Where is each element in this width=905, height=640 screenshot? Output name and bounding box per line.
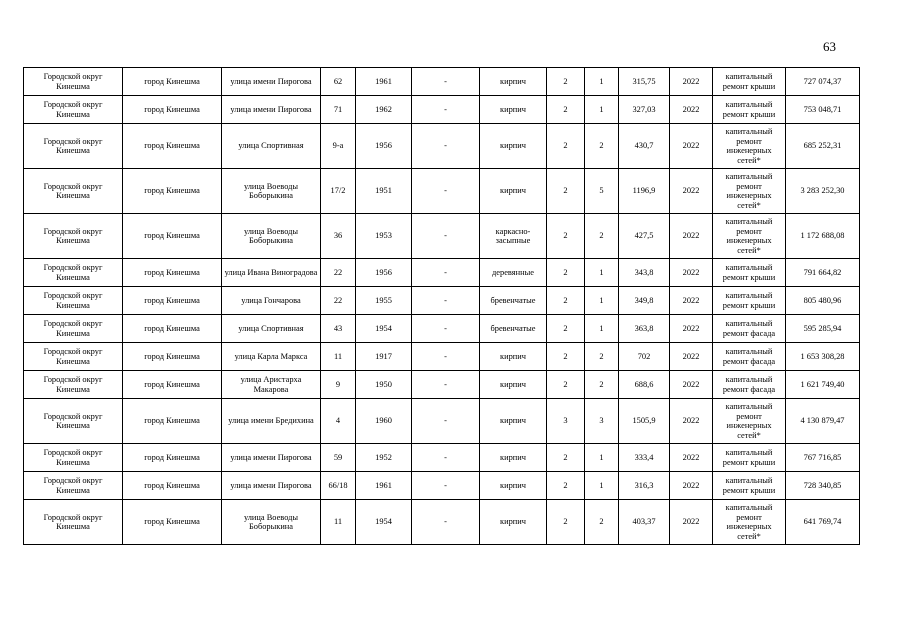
repair-year-cell: 2022 [670, 96, 713, 124]
street-cell: улица имени Пирогова [222, 444, 321, 472]
table-row [24, 371, 860, 399]
floors-cell: 2 [547, 371, 585, 399]
repair-type-cell: капитальный ремонт инженерных сетей* [713, 124, 786, 169]
entrances-cell: 2 [585, 124, 619, 169]
settlement-cell: город Кинешма [123, 96, 222, 124]
floors-cell: 2 [547, 287, 585, 315]
cost-cell: 791 664,82 [786, 259, 860, 287]
wall-material-cell: кирпич [480, 169, 547, 214]
year-built-cell: 1950 [356, 371, 412, 399]
municipality-cell: Городской округ Кинешма [24, 500, 123, 545]
street-cell: улица имени Пирогова [222, 472, 321, 500]
year-built-cell: 1952 [356, 444, 412, 472]
settlement-cell: город Кинешма [123, 444, 222, 472]
wall-material-cell: кирпич [480, 371, 547, 399]
house-number-cell: 59 [321, 444, 356, 472]
year-reconstruction-cell: - [412, 371, 480, 399]
table-row [24, 96, 860, 124]
cost-cell: 767 716,85 [786, 444, 860, 472]
wall-material-cell: кирпич [480, 399, 547, 444]
municipality-cell: Городской округ Кинешма [24, 124, 123, 169]
house-number-cell: 17/2 [321, 169, 356, 214]
year-built-cell: 1960 [356, 399, 412, 444]
area-cell: 343,8 [619, 259, 670, 287]
entrances-cell: 1 [585, 315, 619, 343]
repair-type-cell: капитальный ремонт инженерных сетей* [713, 399, 786, 444]
year-reconstruction-cell: - [412, 399, 480, 444]
entrances-cell: 1 [585, 259, 619, 287]
entrances-cell: 5 [585, 169, 619, 214]
table-row [24, 444, 860, 472]
table-row [24, 343, 860, 371]
municipality-cell: Городской округ Кинешма [24, 68, 123, 96]
repair-type-cell: капитальный ремонт крыши [713, 287, 786, 315]
entrances-cell: 2 [585, 500, 619, 545]
entrances-cell: 1 [585, 68, 619, 96]
area-cell: 403,37 [619, 500, 670, 545]
municipality-cell: Городской округ Кинешма [24, 371, 123, 399]
street-cell: улица имени Бредихина [222, 399, 321, 444]
year-built-cell: 1954 [356, 315, 412, 343]
repair-year-cell: 2022 [670, 68, 713, 96]
municipality-cell: Городской округ Кинешма [24, 169, 123, 214]
table-row [24, 399, 860, 444]
repair-type-cell: капитальный ремонт фасада [713, 343, 786, 371]
area-cell: 702 [619, 343, 670, 371]
floors-cell: 3 [547, 399, 585, 444]
cost-cell: 685 252,31 [786, 124, 860, 169]
street-cell: улица имени Пирогова [222, 68, 321, 96]
house-number-cell: 11 [321, 500, 356, 545]
year-built-cell: 1956 [356, 124, 412, 169]
cost-cell: 3 283 252,30 [786, 169, 860, 214]
street-cell: улица Воеводы Боборыкина [222, 169, 321, 214]
settlement-cell: город Кинешма [123, 124, 222, 169]
repair-year-cell: 2022 [670, 500, 713, 545]
year-reconstruction-cell: - [412, 169, 480, 214]
repair-year-cell: 2022 [670, 399, 713, 444]
entrances-cell: 1 [585, 96, 619, 124]
year-built-cell: 1955 [356, 287, 412, 315]
housing-repair-table [23, 67, 860, 545]
area-cell: 1196,9 [619, 169, 670, 214]
wall-material-cell: кирпич [480, 343, 547, 371]
wall-material-cell: каркасно-засыпные [480, 214, 547, 259]
wall-material-cell: кирпич [480, 96, 547, 124]
area-cell: 315,75 [619, 68, 670, 96]
cost-cell: 595 285,94 [786, 315, 860, 343]
house-number-cell: 43 [321, 315, 356, 343]
area-cell: 333,4 [619, 444, 670, 472]
table-row [24, 472, 860, 500]
street-cell: улица Ивана Виноградова [222, 259, 321, 287]
settlement-cell: город Кинешма [123, 500, 222, 545]
floors-cell: 2 [547, 68, 585, 96]
floors-cell: 2 [547, 315, 585, 343]
entrances-cell: 2 [585, 214, 619, 259]
year-built-cell: 1956 [356, 259, 412, 287]
cost-cell: 1 621 749,40 [786, 371, 860, 399]
repair-type-cell: капитальный ремонт крыши [713, 96, 786, 124]
repair-year-cell: 2022 [670, 214, 713, 259]
settlement-cell: город Кинешма [123, 399, 222, 444]
settlement-cell: город Кинешма [123, 315, 222, 343]
area-cell: 427,5 [619, 214, 670, 259]
municipality-cell: Городской округ Кинешма [24, 472, 123, 500]
street-cell: улица Воеводы Боборыкина [222, 500, 321, 545]
table-row [24, 259, 860, 287]
repair-type-cell: капитальный ремонт крыши [713, 68, 786, 96]
wall-material-cell: деревянные [480, 259, 547, 287]
year-reconstruction-cell: - [412, 214, 480, 259]
repair-year-cell: 2022 [670, 472, 713, 500]
settlement-cell: город Кинешма [123, 68, 222, 96]
floors-cell: 2 [547, 169, 585, 214]
wall-material-cell: кирпич [480, 500, 547, 545]
street-cell: улица Гончарова [222, 287, 321, 315]
municipality-cell: Городской округ Кинешма [24, 343, 123, 371]
floors-cell: 2 [547, 214, 585, 259]
repair-type-cell: капитальный ремонт инженерных сетей* [713, 500, 786, 545]
repair-year-cell: 2022 [670, 315, 713, 343]
cost-cell: 1 172 688,08 [786, 214, 860, 259]
municipality-cell: Городской округ Кинешма [24, 444, 123, 472]
house-number-cell: 22 [321, 259, 356, 287]
entrances-cell: 2 [585, 343, 619, 371]
year-built-cell: 1961 [356, 68, 412, 96]
year-reconstruction-cell: - [412, 444, 480, 472]
house-number-cell: 9-а [321, 124, 356, 169]
table-row [24, 169, 860, 214]
settlement-cell: город Кинешма [123, 259, 222, 287]
street-cell: улица Карла Маркса [222, 343, 321, 371]
repair-type-cell: капитальный ремонт инженерных сетей* [713, 214, 786, 259]
year-reconstruction-cell: - [412, 472, 480, 500]
house-number-cell: 9 [321, 371, 356, 399]
wall-material-cell: кирпич [480, 444, 547, 472]
area-cell: 1505,9 [619, 399, 670, 444]
wall-material-cell: кирпич [480, 124, 547, 169]
repair-type-cell: капитальный ремонт фасада [713, 371, 786, 399]
year-reconstruction-cell: - [412, 124, 480, 169]
year-reconstruction-cell: - [412, 315, 480, 343]
area-cell: 349,8 [619, 287, 670, 315]
floors-cell: 2 [547, 500, 585, 545]
year-built-cell: 1953 [356, 214, 412, 259]
year-built-cell: 1954 [356, 500, 412, 545]
repair-year-cell: 2022 [670, 444, 713, 472]
table-row [24, 287, 860, 315]
municipality-cell: Городской округ Кинешма [24, 399, 123, 444]
cost-cell: 728 340,85 [786, 472, 860, 500]
settlement-cell: город Кинешма [123, 169, 222, 214]
floors-cell: 2 [547, 472, 585, 500]
year-reconstruction-cell: - [412, 259, 480, 287]
street-cell: улица Воеводы Боборыкина [222, 214, 321, 259]
repair-type-cell: капитальный ремонт крыши [713, 444, 786, 472]
floors-cell: 2 [547, 96, 585, 124]
wall-material-cell: бревенчатые [480, 315, 547, 343]
street-cell: улица Спортивная [222, 124, 321, 169]
wall-material-cell: кирпич [480, 68, 547, 96]
year-built-cell: 1951 [356, 169, 412, 214]
cost-cell: 753 048,71 [786, 96, 860, 124]
street-cell: улица имени Пирогова [222, 96, 321, 124]
cost-cell: 805 480,96 [786, 287, 860, 315]
settlement-cell: город Кинешма [123, 472, 222, 500]
settlement-cell: город Кинешма [123, 214, 222, 259]
year-reconstruction-cell: - [412, 343, 480, 371]
year-reconstruction-cell: - [412, 500, 480, 545]
municipality-cell: Городской округ Кинешма [24, 287, 123, 315]
area-cell: 327,03 [619, 96, 670, 124]
entrances-cell: 1 [585, 472, 619, 500]
settlement-cell: город Кинешма [123, 371, 222, 399]
area-cell: 316,3 [619, 472, 670, 500]
cost-cell: 4 130 879,47 [786, 399, 860, 444]
table-row [24, 68, 860, 96]
wall-material-cell: бревенчатые [480, 287, 547, 315]
repair-year-cell: 2022 [670, 371, 713, 399]
house-number-cell: 36 [321, 214, 356, 259]
settlement-cell: город Кинешма [123, 287, 222, 315]
settlement-cell: город Кинешма [123, 343, 222, 371]
repair-year-cell: 2022 [670, 343, 713, 371]
repair-type-cell: капитальный ремонт фасада [713, 315, 786, 343]
entrances-cell: 3 [585, 399, 619, 444]
municipality-cell: Городской округ Кинешма [24, 214, 123, 259]
house-number-cell: 62 [321, 68, 356, 96]
cost-cell: 641 769,74 [786, 500, 860, 545]
floors-cell: 2 [547, 259, 585, 287]
house-number-cell: 22 [321, 287, 356, 315]
repair-type-cell: капитальный ремонт крыши [713, 472, 786, 500]
year-reconstruction-cell: - [412, 96, 480, 124]
table-row [24, 500, 860, 545]
year-built-cell: 1917 [356, 343, 412, 371]
municipality-cell: Городской округ Кинешма [24, 259, 123, 287]
area-cell: 363,8 [619, 315, 670, 343]
cost-cell: 1 653 308,28 [786, 343, 860, 371]
repair-type-cell: капитальный ремонт крыши [713, 259, 786, 287]
table-row [24, 124, 860, 169]
house-number-cell: 4 [321, 399, 356, 444]
floors-cell: 2 [547, 444, 585, 472]
repair-year-cell: 2022 [670, 287, 713, 315]
house-number-cell: 11 [321, 343, 356, 371]
table-row [24, 214, 860, 259]
year-built-cell: 1962 [356, 96, 412, 124]
repair-year-cell: 2022 [670, 124, 713, 169]
municipality-cell: Городской округ Кинешма [24, 315, 123, 343]
repair-year-cell: 2022 [670, 259, 713, 287]
entrances-cell: 2 [585, 371, 619, 399]
year-reconstruction-cell: - [412, 68, 480, 96]
floors-cell: 2 [547, 343, 585, 371]
cost-cell: 727 074,37 [786, 68, 860, 96]
street-cell: улица Аристарха Макарова [222, 371, 321, 399]
page-number: 63 [823, 39, 836, 54]
municipality-cell: Городской округ Кинешма [24, 96, 123, 124]
repair-type-cell: капитальный ремонт инженерных сетей* [713, 169, 786, 214]
floors-cell: 2 [547, 124, 585, 169]
wall-material-cell: кирпич [480, 472, 547, 500]
repair-year-cell: 2022 [670, 169, 713, 214]
area-cell: 430,7 [619, 124, 670, 169]
year-reconstruction-cell: - [412, 287, 480, 315]
year-built-cell: 1961 [356, 472, 412, 500]
entrances-cell: 1 [585, 287, 619, 315]
street-cell: улица Спортивная [222, 315, 321, 343]
house-number-cell: 71 [321, 96, 356, 124]
table-row [24, 315, 860, 343]
entrances-cell: 1 [585, 444, 619, 472]
area-cell: 688,6 [619, 371, 670, 399]
house-number-cell: 66/18 [321, 472, 356, 500]
